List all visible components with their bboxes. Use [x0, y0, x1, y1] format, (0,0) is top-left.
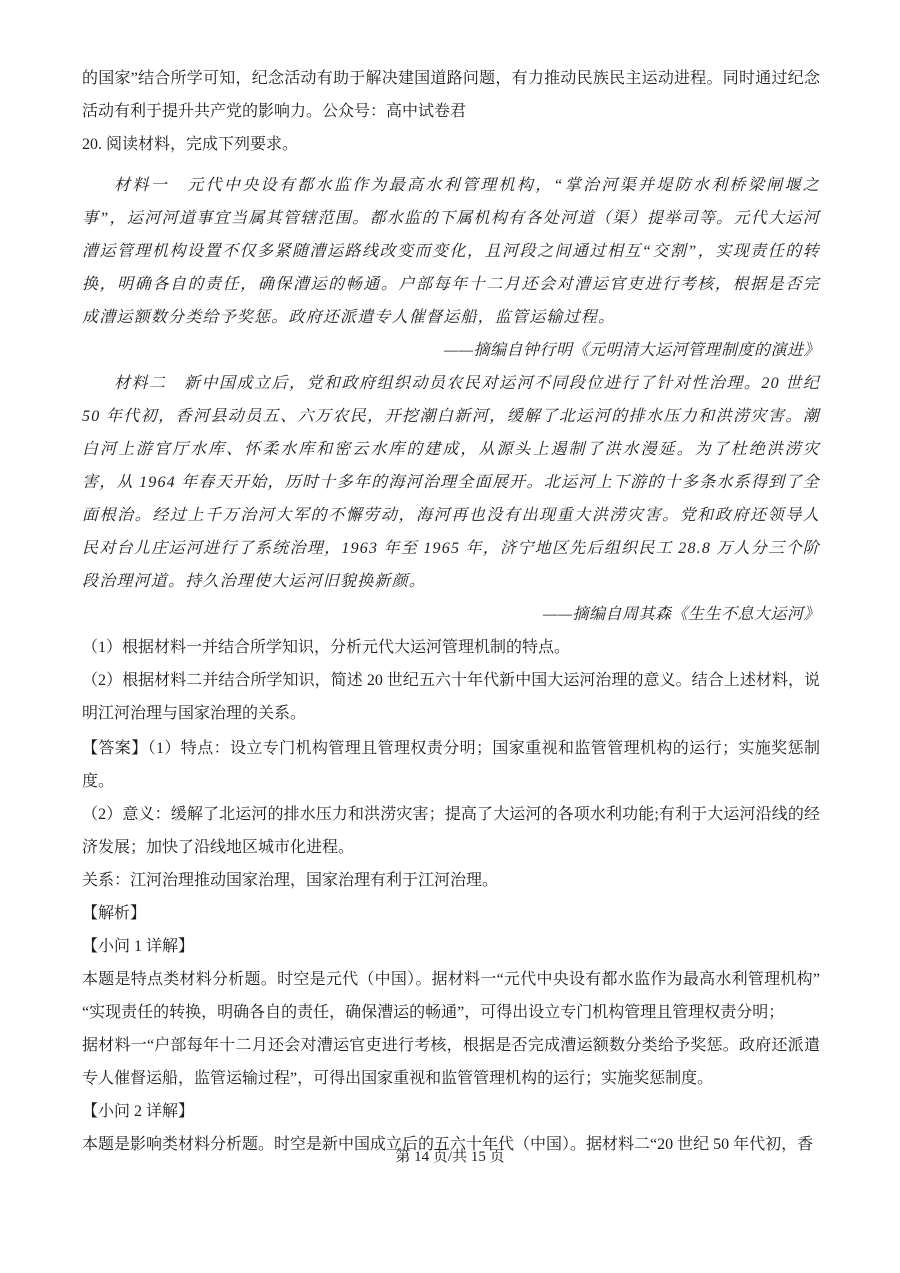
answer-relation: 关系：江河治理推动国家治理，国家治理有利于江河治理。	[82, 872, 499, 889]
answer-part-2: （2）意义：缓解了北运河的排水压力和洪涝灾害；提高了大运河的各项水利功能;有利于大运河沿线的经济发展；加快了沿线地区城市化进程。	[82, 806, 820, 856]
sub-question-1: （1）根据材料一并结合所学知识，分析元代大运河管理机制的特点。	[82, 639, 571, 656]
material-two-source: ——摘编自周其森《生生不息大运河》	[543, 606, 820, 623]
analysis-sub2-paragraph-1: 本题是影响类材料分析题。时空是新中国成立后的五六十年代（中国）。据材料二“20 世纪 50 年代初，香	[82, 1136, 814, 1153]
analysis-sub1-paragraph-1: 本题是特点类材料分析题。时空是元代（中国）。据材料一“元代中央设有都水监作为最高水利管理机构”“实现责任的转换，明确各自的责任，确保漕运的畅通”，可得出设立专门机构管理且管理权责分明；	[82, 971, 820, 1021]
analysis-sub1-header: 【小问 1 详解】	[82, 938, 195, 955]
material-two-text: 材料二 新中国成立后，党和政府组织动员农民对运河不同段位进行了针对性治理。20 世纪 50 年代初，香河县动员五、六万农民，开挖潮白新河，缓解了北运河的排水压力和洪涝灾害。潮白河上游官厅水库、怀柔水库和密云水库的建成，从源头上遏制了洪水漫延。为了杜绝洪涝灾害，从 1964 年春天开始，历时十多年的海河治理全面展开。北运河上下游的十多条水系得到了全面根治。经过上千万治河大军的不懈劳动，海河再也没有出现重大洪涝灾害。党和政府还领导人民对台儿庄运河进行了系统治理，1963 年至 1965 年，济宁地区先后组织民工 28.8 万人分三个阶段治理河道。持久治理使大运河旧貌换新颜。	[82, 375, 820, 590]
material-one-text: 材料一 元代中央设有都水监作为最高水利管理机构，“掌治河渠并堤防水利桥梁闸堰之事”，运河河道事宜当属其管辖范围。都水监的下属机构有各处河道（渠）提举司等。元代大运河漕运管理机构设置不仅多紧随漕运路线改变而变化，且河段之间通过相互“交割”，实现责任的转换，明确各自的责任，确保漕运的畅通。户部每年十二月还会对漕运官吏进行考核，根据是否完成漕运额数分类给予奖惩。政府还派遣专人催督运船，监管运输过程。	[82, 177, 820, 326]
analysis-sub2-header: 【小问 2 详解】	[82, 1103, 195, 1120]
answer-part-1: 【答案】（1）特点：设立专门机构管理且管理权责分明；国家重视和监管管理机构的运行；实施奖惩制度。	[82, 740, 820, 790]
document-body	[82, 62, 820, 1161]
sub-question-2: （2）根据材料二并结合所学知识，简述 20 世纪五六十年代新中国大运河治理的意义。结合上述材料，说明江河治理与国家治理的关系。	[82, 672, 820, 722]
page-number-footer: 第 14 页/共 15 页	[395, 1149, 505, 1165]
continuation-text: 的国家”结合所学可知，纪念活动有助于解决建国道路问题，有力推动民族民主运动进程。同时通过纪念活动有利于提升共产党的影响力。公众号：高中试卷君	[82, 70, 820, 120]
analysis-sub1-paragraph-2: 据材料一“户部每年十二月还会对漕运官吏进行考核，根据是否完成漕运额数分类给予奖惩。政府还派遣专人催督运船，监管运输过程”，可得出国家重视和监管管理机构的运行；实施奖惩制度。	[82, 1037, 820, 1087]
analysis-header: 【解析】	[82, 905, 147, 922]
question-20-intro: 20. 阅读材料，完成下列要求。	[82, 136, 299, 153]
material-one-source: ——摘编自钟行明《元明清大运河管理制度的演进》	[444, 342, 820, 359]
